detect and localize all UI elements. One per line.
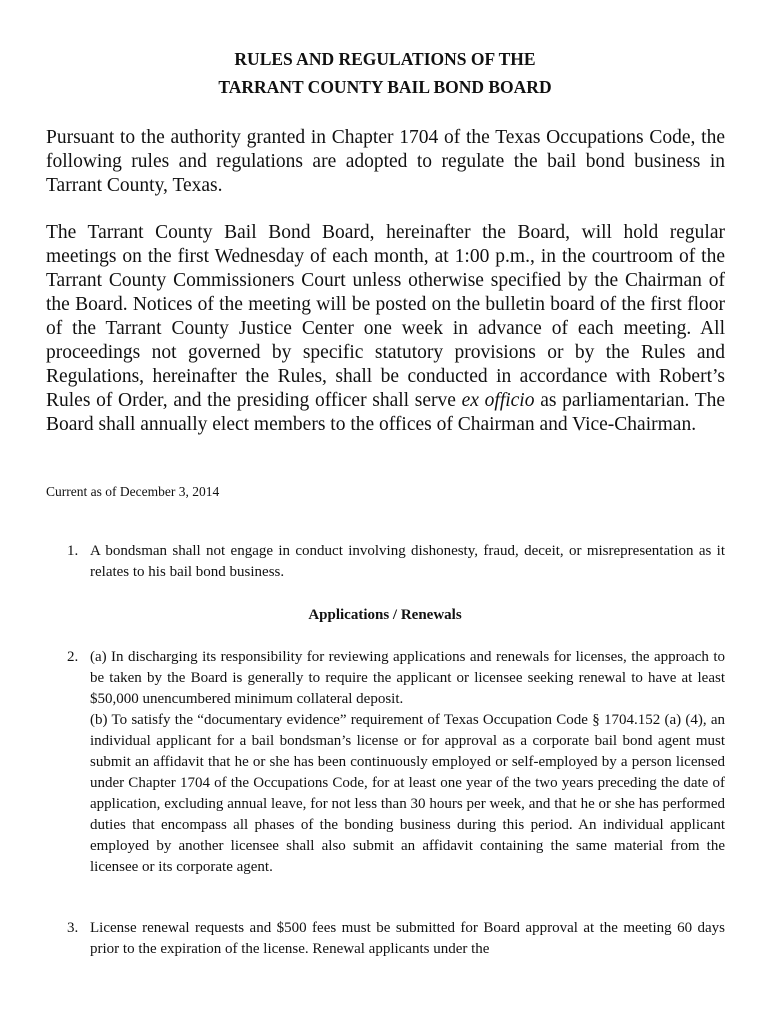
rule-2 (67, 647, 725, 878)
rule-2a-text: (a) In discharging its responsibility for reviewing applications and renewals for licenses, the approach to be taken by the Board is generally to require the applicant or licensee seeking renewal to have at least $50,000 unencumbered minimum collateral deposit. (90, 649, 725, 707)
rule-1-text: A bondsman shall not engage in conduct involving dishonesty, fraud, deceit, or misrepresentation as it relates to his bail bond business. (90, 543, 725, 580)
rule-3-number: 3. (67, 920, 79, 936)
meetings-text: The Tarrant County Bail Bond Board, hereinafter the Board, will hold regular meetings on the first Wednesday of each month, at 1:00 p.m., in the courtroom of the Tarrant County Commissioners Court unless otherwise specified by the Chairman of the Board. Notices of the meeting will be posted on the bulletin board of the first floor of the Tarrant County Justice Center one week in advance of each meeting. All proceedings not governed by specific statutory provisions or by the Rules and Regulations, hereinafter the Rules, shall be conducted in accordance with Robert’s Rules of Order, and the presiding officer shall serve (46, 222, 725, 411)
rule-2b-text: (b) To satisfy the “documentary evidence” requirement of Texas Occupation Code § 1704.152 (a) (4), an individual applicant for a bail bondsman’s license or for approval as a corporate bail bond agent must submit an affidavit that he or she has been continuously employed or self-employed by a person licensed under Chapter 1704 of the Occupations Code, for at least one year of the two years preceding the date of application, excluding annual leave, for not less than 30 hours per week, and that he or she has performed duties that encompass all phases of the bonding business during this period. An individual applicant employed by another licensee shall also submit an affidavit containing the same material from the licensee or its corporate agent. (90, 712, 725, 875)
meetings-paragraph (46, 221, 725, 437)
meetings-italic-term: ex officio (461, 390, 535, 411)
rule-1 (67, 541, 725, 583)
current-date-note: Current as of December 3, 2014 (46, 484, 220, 499)
meetings-text-end: as parliamentarian. The Board shall annually elect members to the offices of Chairman and Vice-Chairman. (46, 390, 726, 435)
intro-paragraph: Pursuant to the authority granted in Chapter 1704 of the Texas Occupations Code, the following rules and regulations are adopted to regulate the bail bond business in Tarrant County, Texas. (46, 127, 725, 196)
rule-1-number: 1. (67, 543, 79, 559)
document-title-line-1: RULES AND REGULATIONS OF THE (234, 49, 536, 69)
rule-3-text: License renewal requests and $500 fees must be submitted for Board approval at the meeting 60 days prior to the expiration of the license. Renewal applicants under the (90, 920, 725, 957)
section-heading: Applications / Renewals (308, 607, 462, 623)
rule-3 (67, 918, 725, 960)
document-title-line-2: TARRANT COUNTY BAIL BOND BOARD (218, 77, 552, 97)
rule-2-number: 2. (67, 649, 79, 665)
